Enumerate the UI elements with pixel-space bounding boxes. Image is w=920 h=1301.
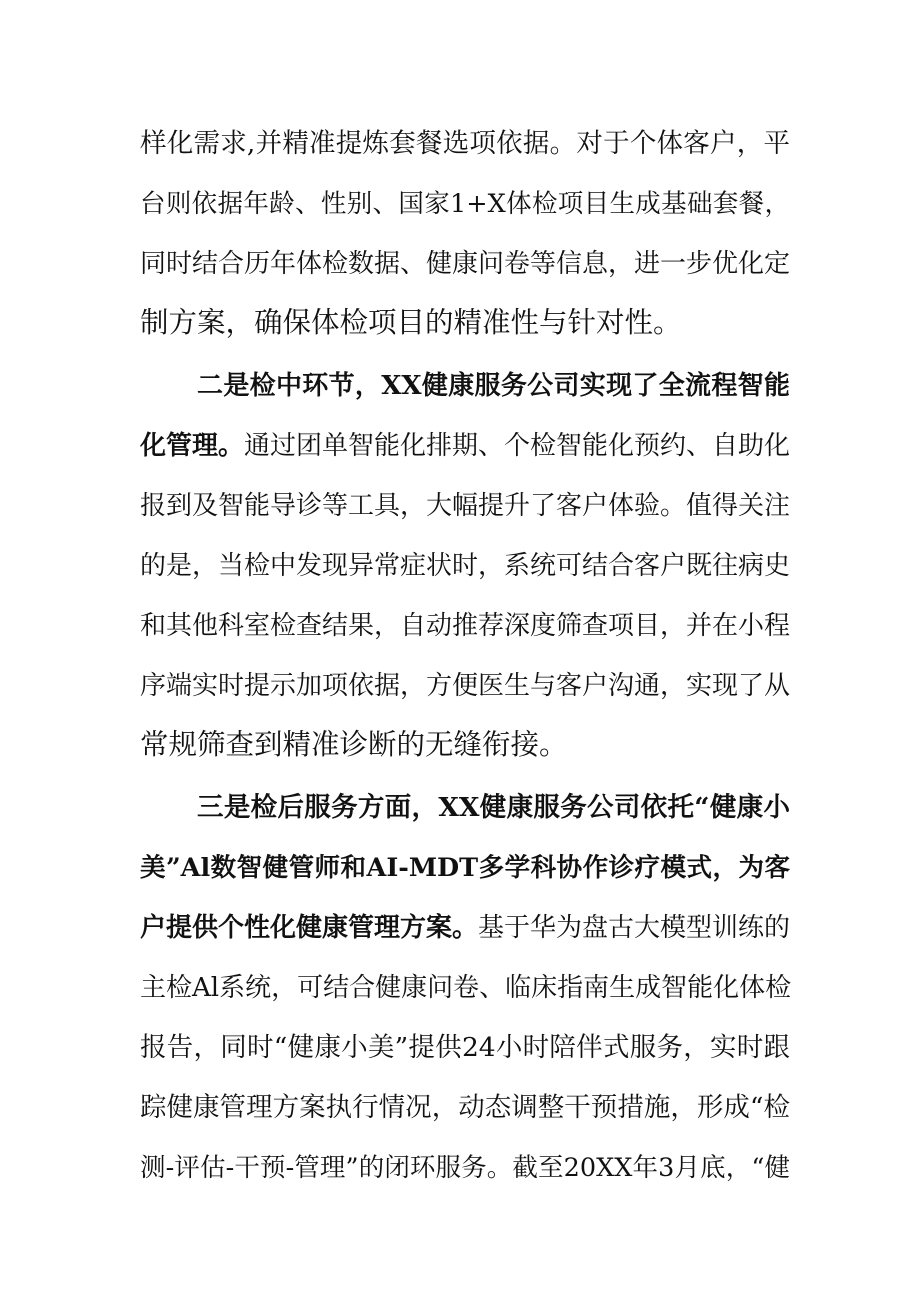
paragraph-2-line-5: 和其他科室检查结果，自动推荐深度筛查项目，并在小程 [140, 611, 791, 641]
paragraph-1-line-4: 制方案，确保体检项目的精准性与针对性。 [140, 306, 682, 339]
paragraph-3-line-4: 主检Al系统，可结合健康问卷、临床指南生成智能化体检 [140, 973, 792, 1003]
paragraph-3-heading-end: 户提供个性化健康管理方案。 [140, 913, 479, 943]
paragraph-3-line-3 [140, 908, 790, 948]
paragraph-3-heading-line-1 [197, 788, 790, 828]
paragraph-1-line-2: 台则依据年龄、性别、国家1+X体检项目生成基础套餐， [140, 189, 790, 219]
paragraph-3-line-6: 踪健康管理方案执行情况，动态调整干预措施，形成“检 [140, 1092, 790, 1123]
paragraph-2-heading-text: 二是检中环节，XX健康服务公司实现了全流程智能 [197, 371, 790, 401]
paragraph-3-line-5: 报告，同时“健康小美”提供24小时陪伴式服务，实时跟 [140, 1032, 790, 1063]
paragraph-1-line-3: 同时结合历年体检数据、健康问卷等信息，进一步优化定 [140, 249, 791, 279]
paragraph-2-line-2-text: 通过团单智能化排期、个检智能化预约、自助化 [244, 431, 791, 461]
paragraph-3-heading-line-2 [140, 848, 790, 888]
paragraph-2-line-7: 常规筛查到精准诊断的无缝衔接。 [140, 728, 568, 761]
paragraph-3-line-3-text: 基于华为盘古大模型训练的 [478, 913, 791, 943]
paragraph-2-line-6: 序端实时提示加项依据，方便医生与客户沟通，实现了从 [140, 671, 791, 701]
paragraph-3-heading-text-2: 美”Al数智健管师和AI-MDT多学科协作诊疗模式，为客 [140, 853, 790, 883]
paragraph-3-line-7: 测-评估-干预-管理”的闭环服务。截至20XX年3月底，“健 [140, 1153, 790, 1183]
paragraph-2-heading-end: 化管理。 [140, 431, 245, 461]
paragraph-2-line-4: 的是，当检中发现异常症状时，系统可结合客户既往病史 [140, 551, 791, 581]
paragraph-2-line-3: 报到及智能导诊等工具，大幅提升了客户体验。值得关注 [140, 491, 791, 521]
paragraph-2-heading-line-1 [197, 366, 790, 406]
paragraph-3-heading-text-1: 三是检后服务方面，XX健康服务公司依托“健康小 [197, 792, 790, 823]
paragraph-2-line-2 [140, 426, 790, 466]
paragraph-1-line-1: 样化需求,并精准提炼套餐选项依据。对于个体客户，平 [140, 128, 790, 159]
